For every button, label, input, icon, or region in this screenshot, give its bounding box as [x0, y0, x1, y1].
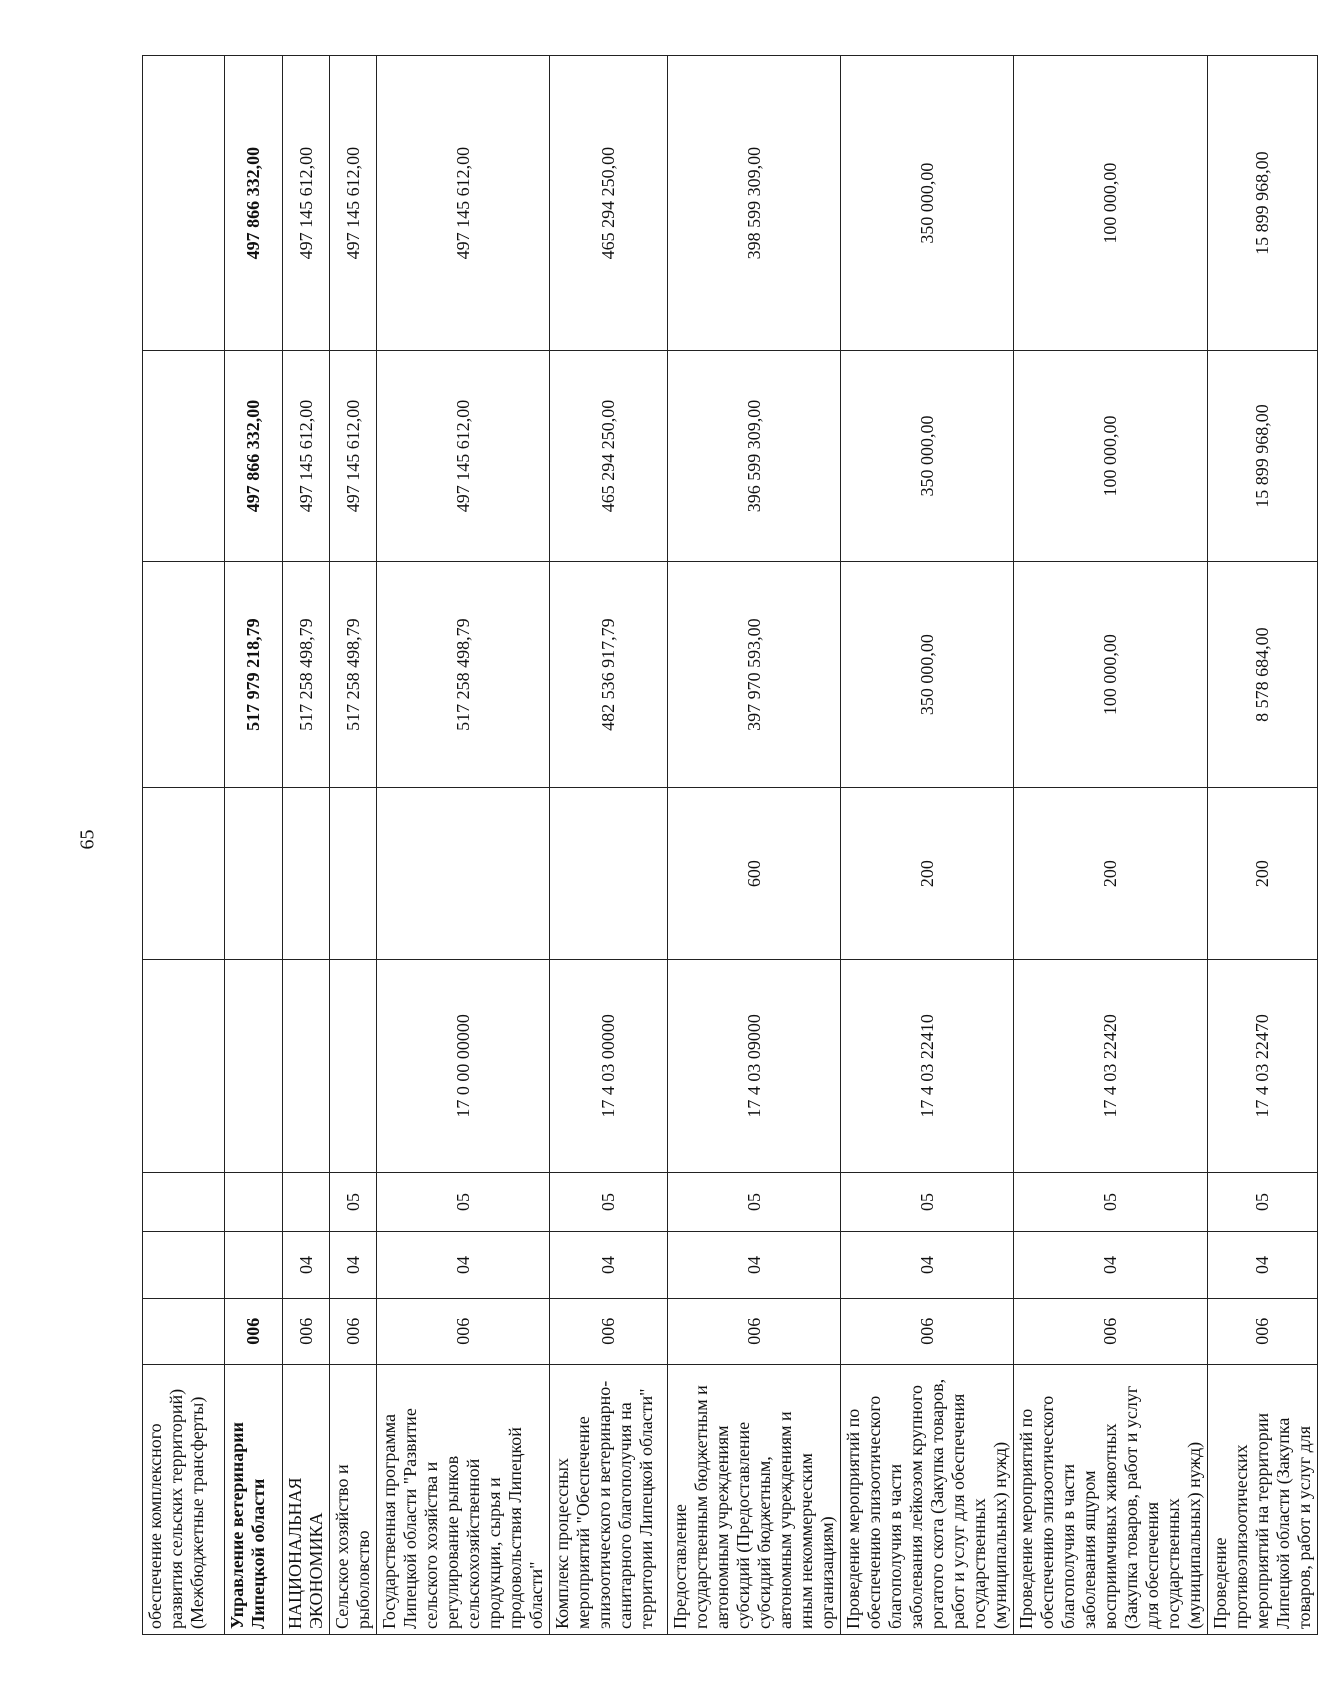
budget-table — [142, 55, 1318, 1635]
row-description: НАЦИОНАЛЬНАЯ ЭКОНОМИКА — [283, 1364, 330, 1634]
section-code: 04 — [1014, 1232, 1208, 1298]
target-article-code — [143, 959, 225, 1172]
row-description: Предоставление государственным бюджетным и автономным учреждениям субсидий (Предоставление субсидий бюджетным, автономным учреждениям и иным некоммерческим организациям) — [668, 1364, 841, 1634]
section-code: 04 — [1208, 1232, 1318, 1298]
sum-year-1: 517 258 498,79 — [377, 561, 550, 788]
sum-year-3 — [143, 56, 225, 351]
row-description: Комплекс процессных мероприятий "Обеспечение эпизоотического и ветеринарно-санитарного благополучия на территории Липецкой области" — [550, 1364, 668, 1634]
section-code: 04 — [283, 1232, 330, 1298]
sum-year-1: 100 000,00 — [1014, 561, 1208, 788]
expense-type-code: 200 — [1014, 788, 1208, 960]
table-row — [1014, 56, 1208, 1635]
sum-year-2: 497 145 612,00 — [283, 351, 330, 562]
subsection-code — [225, 1172, 283, 1231]
target-article-code — [330, 959, 377, 1172]
subsection-code: 05 — [330, 1172, 377, 1231]
table-row — [225, 56, 283, 1635]
table-row — [1208, 56, 1318, 1635]
section-code: 04 — [841, 1232, 1014, 1298]
section-code: 04 — [377, 1232, 550, 1298]
rotated-page-content — [142, 55, 1314, 1635]
row-description: Сельское хозяйство и рыболовство — [330, 1364, 377, 1634]
subsection-code: 05 — [377, 1172, 550, 1231]
subsection-code: 05 — [841, 1172, 1014, 1231]
table-row — [283, 56, 330, 1635]
sum-year-2 — [143, 351, 225, 562]
target-article-code — [283, 959, 330, 1172]
expense-type-code: 200 — [1208, 788, 1318, 960]
expense-type-code: 600 — [668, 788, 841, 960]
target-article-code — [225, 959, 283, 1172]
sum-year-3: 398 599 309,00 — [668, 56, 841, 351]
section-code: 04 — [330, 1232, 377, 1298]
subsection-code — [283, 1172, 330, 1231]
table-row — [668, 56, 841, 1635]
sum-year-2: 396 599 309,00 — [668, 351, 841, 562]
table-row — [330, 56, 377, 1635]
expense-type-code — [550, 788, 668, 960]
sum-year-2: 497 145 612,00 — [330, 351, 377, 562]
grbs-code: 006 — [377, 1298, 550, 1364]
sum-year-3: 15 899 968,00 — [1208, 56, 1318, 351]
expense-type-code — [225, 788, 283, 960]
subsection-code: 05 — [1208, 1172, 1318, 1231]
section-code — [143, 1232, 225, 1298]
table-row — [550, 56, 668, 1635]
grbs-code: 006 — [225, 1298, 283, 1364]
target-article-code: 17 4 03 09000 — [668, 959, 841, 1172]
target-article-code: 17 0 00 00000 — [377, 959, 550, 1172]
sum-year-1: 517 258 498,79 — [283, 561, 330, 788]
grbs-code: 006 — [841, 1298, 1014, 1364]
sum-year-3: 497 145 612,00 — [283, 56, 330, 351]
sum-year-2: 465 294 250,00 — [550, 351, 668, 562]
expense-type-code — [143, 788, 225, 960]
row-description: Управление ветеринарии Липецкой области — [225, 1364, 283, 1634]
grbs-code — [143, 1298, 225, 1364]
subsection-code — [143, 1172, 225, 1231]
table-row — [377, 56, 550, 1635]
grbs-code: 006 — [330, 1298, 377, 1364]
row-description: Проведение мероприятий по обеспечению эпизоотического благополучия в части заболевания ящуром восприимчивых животных (Закупка товаров, работ и услуг для обеспечения государственных (муниципальных) нужд) — [1014, 1364, 1208, 1634]
section-code: 04 — [668, 1232, 841, 1298]
sum-year-2: 100 000,00 — [1014, 351, 1208, 562]
sum-year-3: 497 145 612,00 — [377, 56, 550, 351]
target-article-code: 17 4 03 22470 — [1208, 959, 1318, 1172]
sum-year-1: 397 970 593,00 — [668, 561, 841, 788]
sum-year-1 — [143, 561, 225, 788]
grbs-code: 006 — [668, 1298, 841, 1364]
row-description: обеспечение комплексного развития сельских территорий) (Межбюджетные трансферты) — [143, 1364, 225, 1634]
expense-type-code — [377, 788, 550, 960]
table-row — [143, 56, 225, 1635]
grbs-code: 006 — [283, 1298, 330, 1364]
sum-year-1: 517 979 218,79 — [225, 561, 283, 788]
sum-year-2: 497 145 612,00 — [377, 351, 550, 562]
sum-year-3: 497 866 332,00 — [225, 56, 283, 351]
table-row — [841, 56, 1014, 1635]
row-description: Проведение мероприятий по обеспечению эпизоотического благополучия в части заболевания лейкозом крупного рогатого скота (Закупка товаров, работ и услуг для обеспечения государственных (муниципальных) нужд) — [841, 1364, 1014, 1634]
subsection-code: 05 — [550, 1172, 668, 1231]
grbs-code: 006 — [1014, 1298, 1208, 1364]
target-article-code: 17 4 03 22410 — [841, 959, 1014, 1172]
sum-year-1: 482 536 917,79 — [550, 561, 668, 788]
sum-year-3: 100 000,00 — [1014, 56, 1208, 351]
sum-year-1: 350 000,00 — [841, 561, 1014, 788]
expense-type-code — [330, 788, 377, 960]
page-number: 65 — [76, 829, 99, 850]
row-description: Проведение противоэпизоотических мероприятий на территории Липецкой области (Закупка товаров, работ и услуг для — [1208, 1364, 1318, 1634]
sum-year-1: 8 578 684,00 — [1208, 561, 1318, 788]
row-description: Государственная программа Липецкой области "Развитие сельского хозяйства и регулирование рынков сельскохозяйственной продукции, сырья и продовольствия Липецкой области" — [377, 1364, 550, 1634]
subsection-code: 05 — [1014, 1172, 1208, 1231]
target-article-code: 17 4 03 22420 — [1014, 959, 1208, 1172]
grbs-code: 006 — [1208, 1298, 1318, 1364]
subsection-code: 05 — [668, 1172, 841, 1231]
sum-year-3: 465 294 250,00 — [550, 56, 668, 351]
table-body — [143, 56, 1318, 1635]
sum-year-3: 350 000,00 — [841, 56, 1014, 351]
section-code — [225, 1232, 283, 1298]
sum-year-2: 350 000,00 — [841, 351, 1014, 562]
expense-type-code — [283, 788, 330, 960]
sum-year-2: 15 899 968,00 — [1208, 351, 1318, 562]
section-code: 04 — [550, 1232, 668, 1298]
target-article-code: 17 4 03 00000 — [550, 959, 668, 1172]
grbs-code: 006 — [550, 1298, 668, 1364]
sum-year-3: 497 145 612,00 — [330, 56, 377, 351]
expense-type-code: 200 — [841, 788, 1014, 960]
sum-year-1: 517 258 498,79 — [330, 561, 377, 788]
sum-year-2: 497 866 332,00 — [225, 351, 283, 562]
